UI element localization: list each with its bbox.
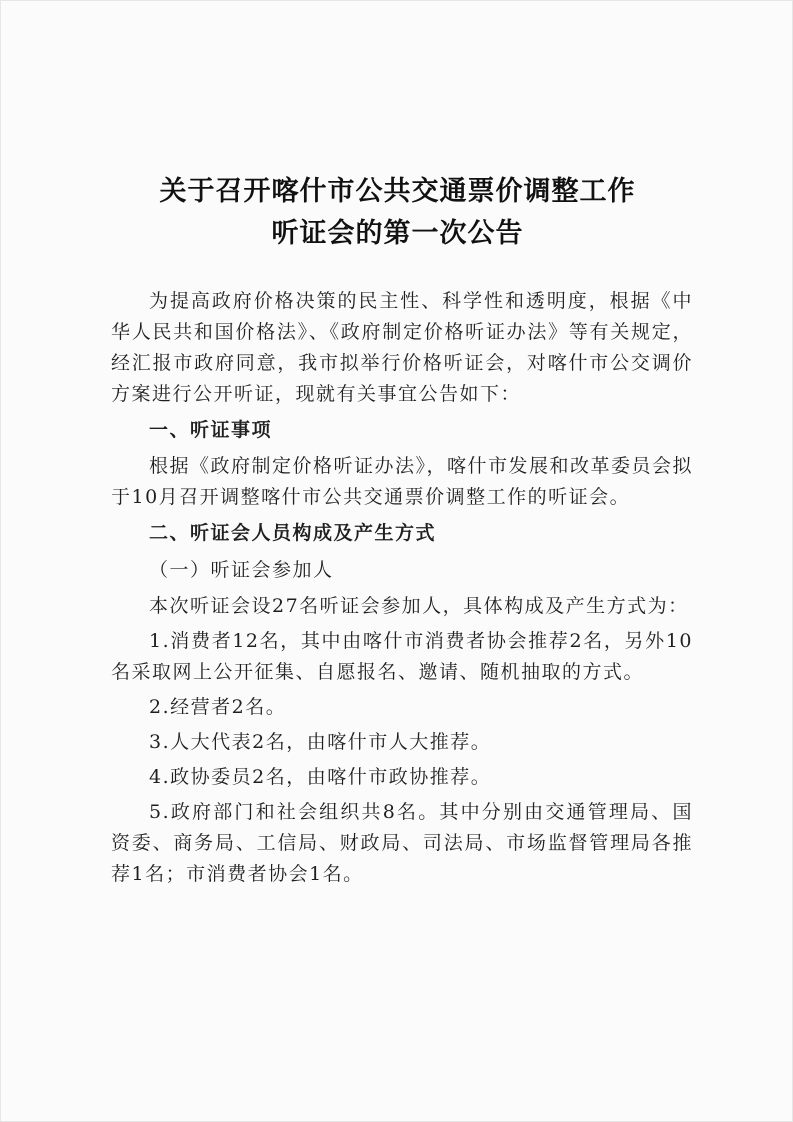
- list-item-4: 4.政协委员2名，由喀什市政协推荐。: [149, 766, 492, 788]
- list-item-1: 1.消费者12名，其中由喀什市消费者协会推荐2名，另外10名采取网上公开征集、自愿报名、邀请、随机抽取的方式。: [111, 630, 693, 683]
- document-title: [1, 171, 793, 255]
- intro-paragraph: 为提高政府价格决策的民主性、科学性和透明度，根据《中华人民共和国价格法》、《政府制定价格听证办法》等有关规定，经汇报市政府同意，我市拟举行价格听证会，对喀什市公交调价方案进行公开听证，现就有关事宜公告如下：: [111, 290, 693, 405]
- document-body: [111, 286, 693, 894]
- title-line-2: 听证会的第一次公告: [271, 218, 524, 249]
- list-item-5: 5.政府部门和社会组织共8名。其中分别由交通管理局、国资委、商务局、工信局、财政局、司法局、市场监督管理局各推荐1名；市消费者协会1名。: [111, 801, 693, 885]
- section-1-paragraph: 根据《政府制定价格听证办法》，喀什市发展和改革委员会拟于10月召开调整喀什市公共交通票价调整工作的听证会。: [111, 455, 694, 508]
- section-1-heading: 一、听证事项: [149, 419, 273, 441]
- list-item-2: 2.经营者2名。: [149, 696, 287, 718]
- list-item-3: 3.人大代表2名，由喀什市人大推荐。: [149, 731, 492, 753]
- title-line-1: 关于召开喀什市公共交通票价调整工作: [159, 176, 636, 207]
- section-2-intro: 本次听证会设27名听证会参加人，具体构成及产生方式为：: [149, 595, 689, 617]
- section-2-heading: 二、听证会人员构成及产生方式: [149, 522, 437, 544]
- section-2-subheading: （一）听证会参加人: [149, 559, 334, 581]
